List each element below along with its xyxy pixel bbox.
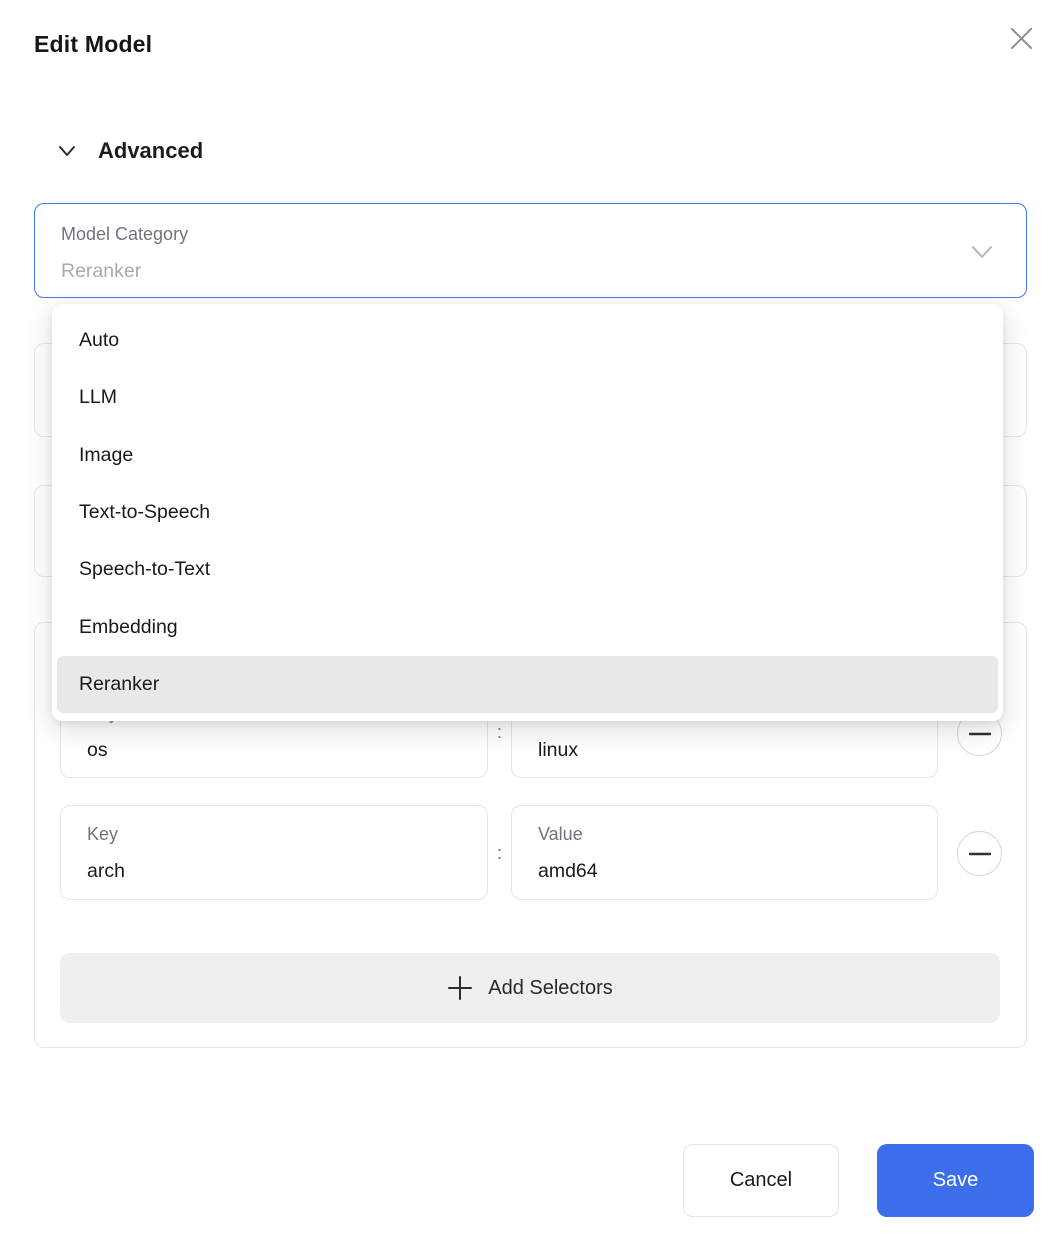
value-value: linux [538,739,579,761]
minus-icon [969,732,991,736]
dropdown-option-llm[interactable]: LLM [79,386,117,409]
key-value: os [87,739,108,761]
selector-key-input[interactable] [60,805,488,900]
dropdown-option-reranker[interactable]: Reranker [57,656,998,713]
model-category-label: Model Category [61,224,189,244]
model-category-dropdown-menu [52,304,1003,721]
key-value: arch [87,860,125,882]
add-selectors-button[interactable] [60,953,1000,1023]
save-button[interactable]: Save [877,1144,1034,1217]
advanced-section-toggle[interactable] [54,138,203,164]
chevron-down-icon [969,243,995,261]
key-value-separator: : [496,843,502,863]
plus-icon [447,975,473,1001]
add-selectors-label: Add Selectors [488,976,613,999]
dropdown-option-auto[interactable]: Auto [79,329,120,352]
dropdown-option-image[interactable]: Image [79,443,134,466]
model-category-value: Reranker [61,260,142,282]
value-label: Value [538,824,583,844]
chevron-down-icon [54,138,80,164]
key-value-separator: : [496,722,502,742]
minus-icon [969,852,991,856]
dropdown-option-embedding[interactable]: Embedding [79,615,178,638]
close-icon [1009,26,1034,51]
value-value: amd64 [538,860,598,882]
close-button[interactable] [1005,22,1037,54]
cancel-button[interactable]: Cancel [683,1144,839,1217]
page-title: Edit Model [34,31,153,57]
dropdown-option-text-to-speech[interactable]: Text-to-Speech [79,501,211,524]
dropdown-option-speech-to-text[interactable]: Speech-to-Text [79,558,211,581]
key-label: Key [87,824,119,844]
remove-selector-button[interactable] [957,831,1002,876]
advanced-section-label: Advanced [98,138,204,163]
selector-value-input[interactable] [511,805,938,900]
model-category-combobox[interactable] [34,203,1027,298]
